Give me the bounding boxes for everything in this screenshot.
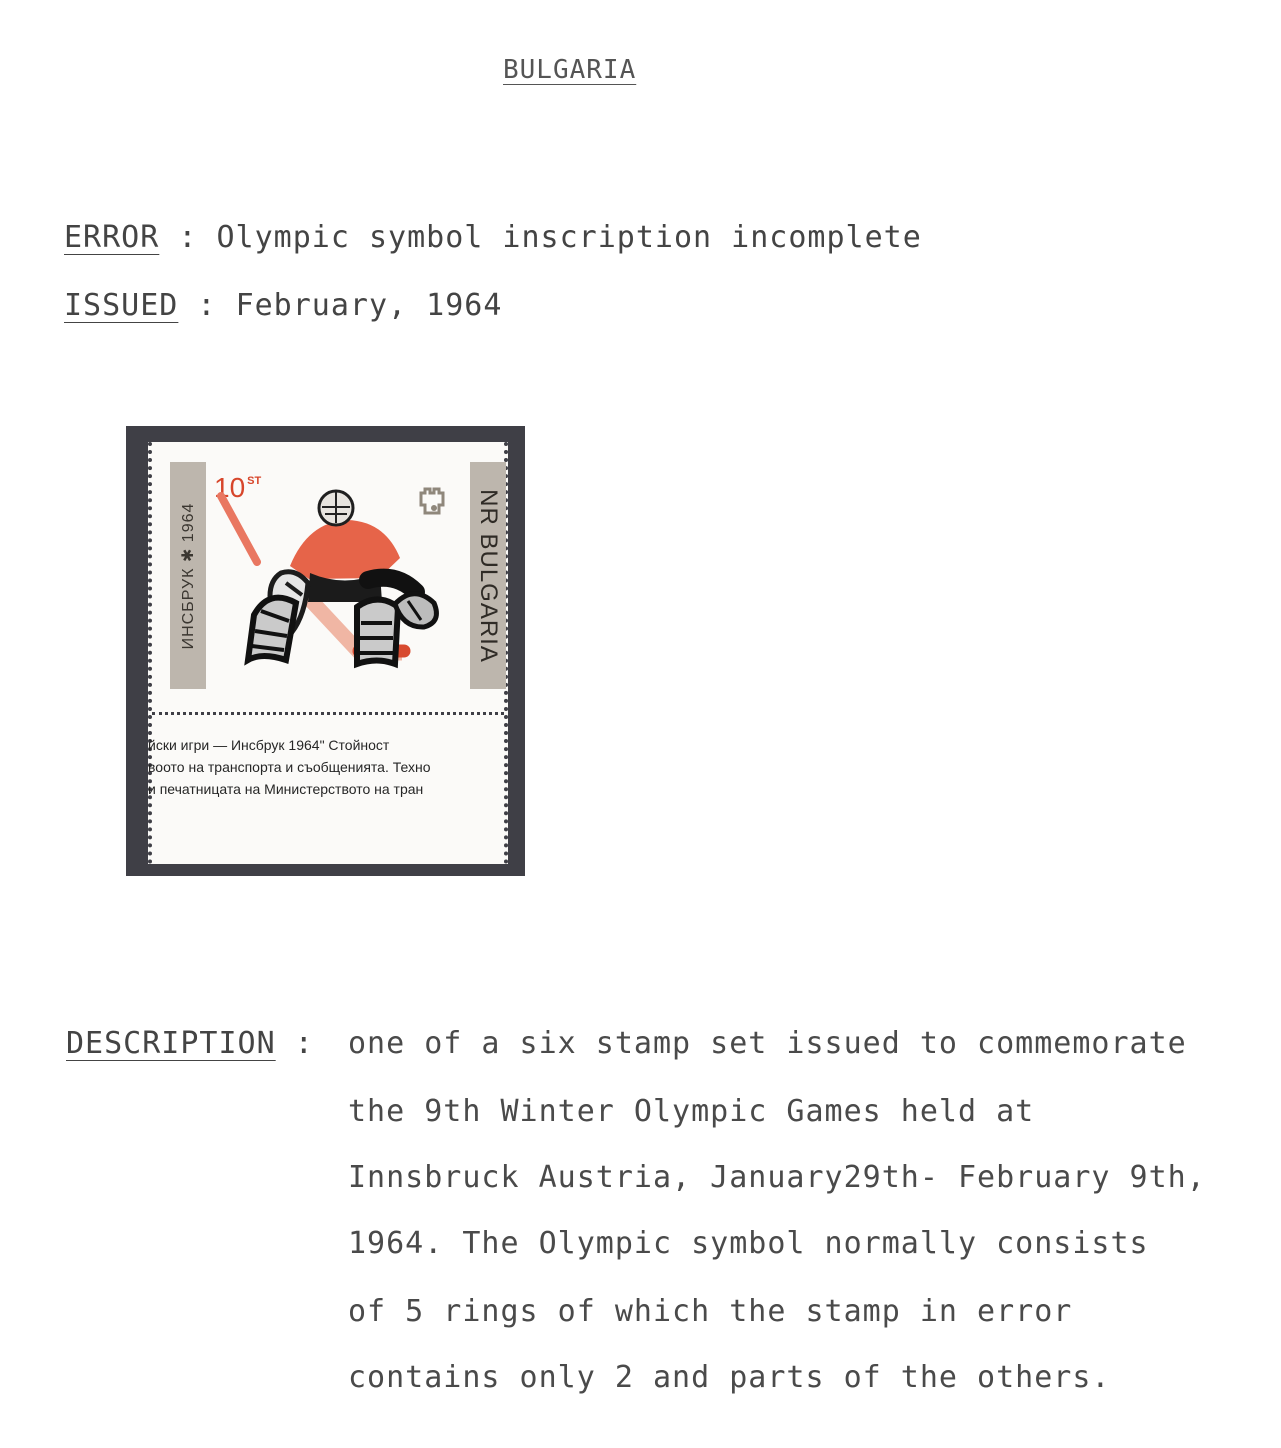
description-line-5: of 5 rings of which the stamp in error xyxy=(348,1294,1073,1329)
stamp-right-inscription-band xyxy=(470,462,506,689)
description-line-6: contains only 2 and parts of the others. xyxy=(348,1360,1111,1395)
stamp-country-inscription: NR BULGARIA xyxy=(475,488,502,663)
stamp-caption-line-3: и печатницата на Министерството на тран xyxy=(148,781,424,797)
stamp-denomination-suffix: ST xyxy=(247,475,262,487)
issued-separator: : xyxy=(178,288,236,323)
description-heading xyxy=(66,1026,314,1061)
error-separator: : xyxy=(159,220,217,255)
description-line-4: 1964. The Olympic symbol normally consists xyxy=(348,1226,1149,1261)
description-label: DESCRIPTION xyxy=(66,1026,276,1061)
stamp-denomination-number: 10 xyxy=(214,472,246,503)
stamp-margin-caption xyxy=(148,734,511,800)
page-title: BULGARIA xyxy=(503,55,637,85)
issued-value: February, 1964 xyxy=(235,288,503,323)
issued-row xyxy=(64,288,502,323)
issued-label: ISSUED xyxy=(64,288,179,323)
description-separator: : xyxy=(275,1026,314,1061)
description-line-1: one of a six stamp set issued to commemorate xyxy=(348,1026,1187,1061)
description-line-3: Innsbruck Austria, January29th- February 9th, xyxy=(348,1160,1206,1195)
stamp-caption-line-1: йски игри — Инсбрук 1964" Стойност xyxy=(148,737,390,753)
ice-hockey-goalkeeper-illustration xyxy=(214,484,464,689)
stamp-left-inscription-band xyxy=(170,462,206,689)
error-row xyxy=(64,220,922,255)
description-line-2: the 9th Winter Olympic Games held at xyxy=(348,1094,1035,1129)
stamp-city-inscription: ИНСБРУК ✱ 1964 xyxy=(180,502,197,649)
error-label: ERROR xyxy=(64,220,160,255)
stamp xyxy=(148,442,508,864)
stamp-mount xyxy=(126,426,525,876)
error-value: Olympic symbol inscription incomplete xyxy=(216,220,922,255)
stamp-caption-line-2: воото на транспорта и съобщенията. Техно xyxy=(148,759,431,775)
stamp-perforation xyxy=(152,712,504,715)
